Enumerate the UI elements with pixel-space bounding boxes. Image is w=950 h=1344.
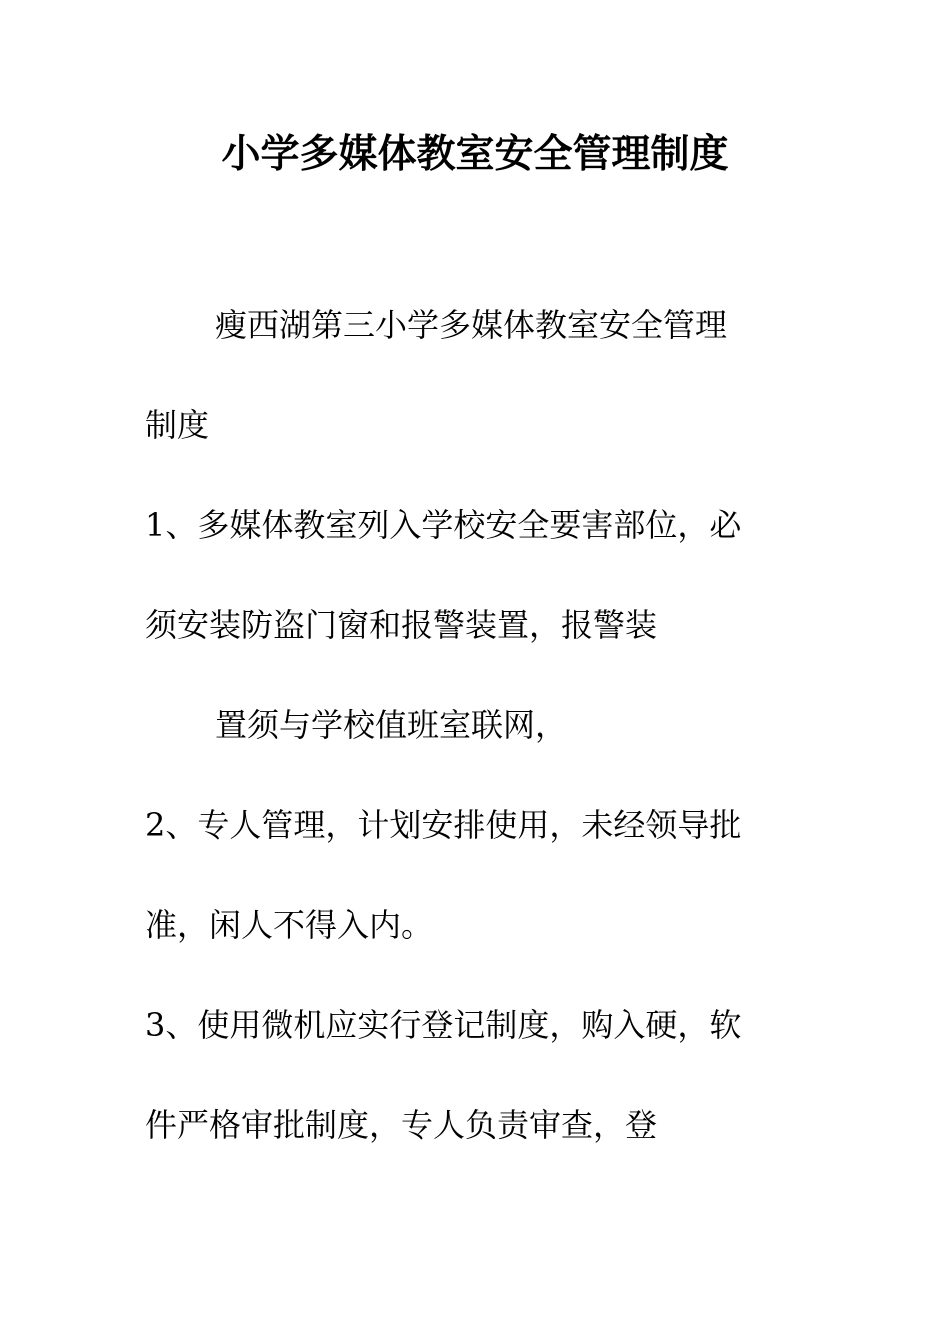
paragraph-line: 2、专人管理，计划安排使用，未经领导批	[145, 806, 742, 844]
paragraph-line: 瘦西湖第三小学多媒体教室安全管理	[215, 306, 728, 344]
paragraph-line: 准，闲人不得入内。	[145, 906, 434, 944]
paragraph-line: 置须与学校值班室联网，	[215, 706, 568, 744]
paragraph-line: 制度	[145, 406, 210, 444]
paragraph-line: 3、使用微机应实行登记制度，购入硬，软	[145, 1006, 742, 1044]
document-title: 小学多媒体教室安全管理制度	[221, 131, 729, 177]
paragraph-line: 件严格审批制度，专人负责审查，登	[145, 1106, 658, 1144]
paragraph-line: 1、多媒体教室列入学校安全要害部位，必	[145, 506, 742, 544]
paragraph-line: 须安装防盗门窗和报警装置，报警装	[145, 606, 658, 644]
